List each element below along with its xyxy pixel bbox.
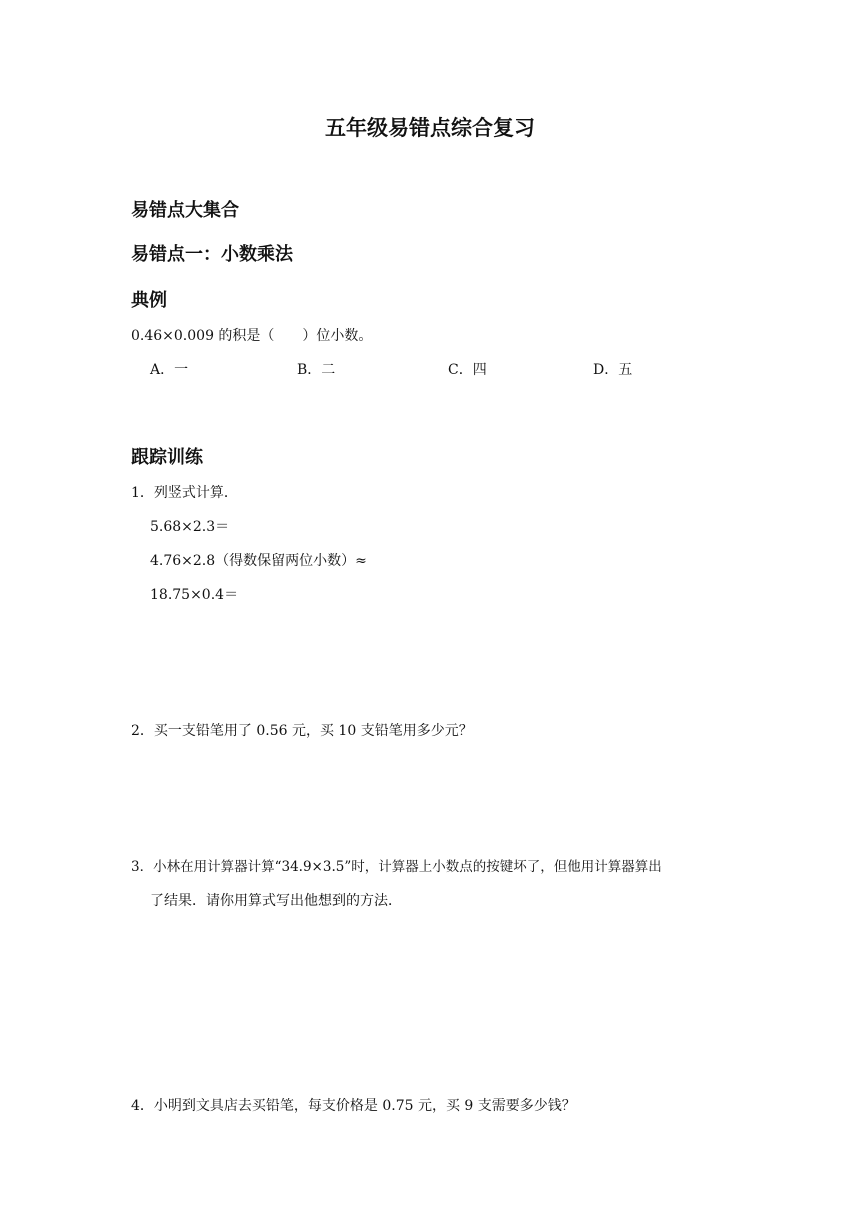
option-c: C．四 xyxy=(448,362,487,378)
question-1-item-3: 18.75×0.4＝ xyxy=(150,587,239,603)
example-question: 0.46×0.009 的积是（ ）位小数。 xyxy=(131,328,373,344)
question-3-line-2: 了结果．请你用算式写出他想到的方法． xyxy=(150,893,402,909)
question-2: 2．买一支铅笔用了 0.56 元，买 10 支铅笔用多少元？ xyxy=(131,723,473,739)
practice-heading: 跟踪训练 xyxy=(131,447,203,468)
question-4: 4．小明到文具店去买铅笔，每支价格是 0.75 元，买 9 支需要多少钱？ xyxy=(131,1098,576,1114)
section-heading: 易错点大集合 xyxy=(131,200,239,221)
option-a: A．一 xyxy=(150,362,189,378)
page-title: 五年级易错点综合复习 xyxy=(325,116,535,140)
question-1-stem: 1．列竖式计算． xyxy=(131,485,238,501)
question-1-item-1: 5.68×2.3＝ xyxy=(150,519,230,535)
point-heading: 易错点一：小数乘法 xyxy=(131,244,293,265)
question-1-item-2: 4.76×2.8（得数保留两位小数）≈ xyxy=(150,553,367,569)
option-d: D．五 xyxy=(593,362,633,378)
option-b: B．二 xyxy=(297,362,336,378)
question-3-line-1: 3．小林在用计算器计算“34.9×3.5”时，计算器上小数点的按键坏了，但他用计算器算出 xyxy=(131,859,662,875)
example-heading: 典例 xyxy=(131,290,167,311)
